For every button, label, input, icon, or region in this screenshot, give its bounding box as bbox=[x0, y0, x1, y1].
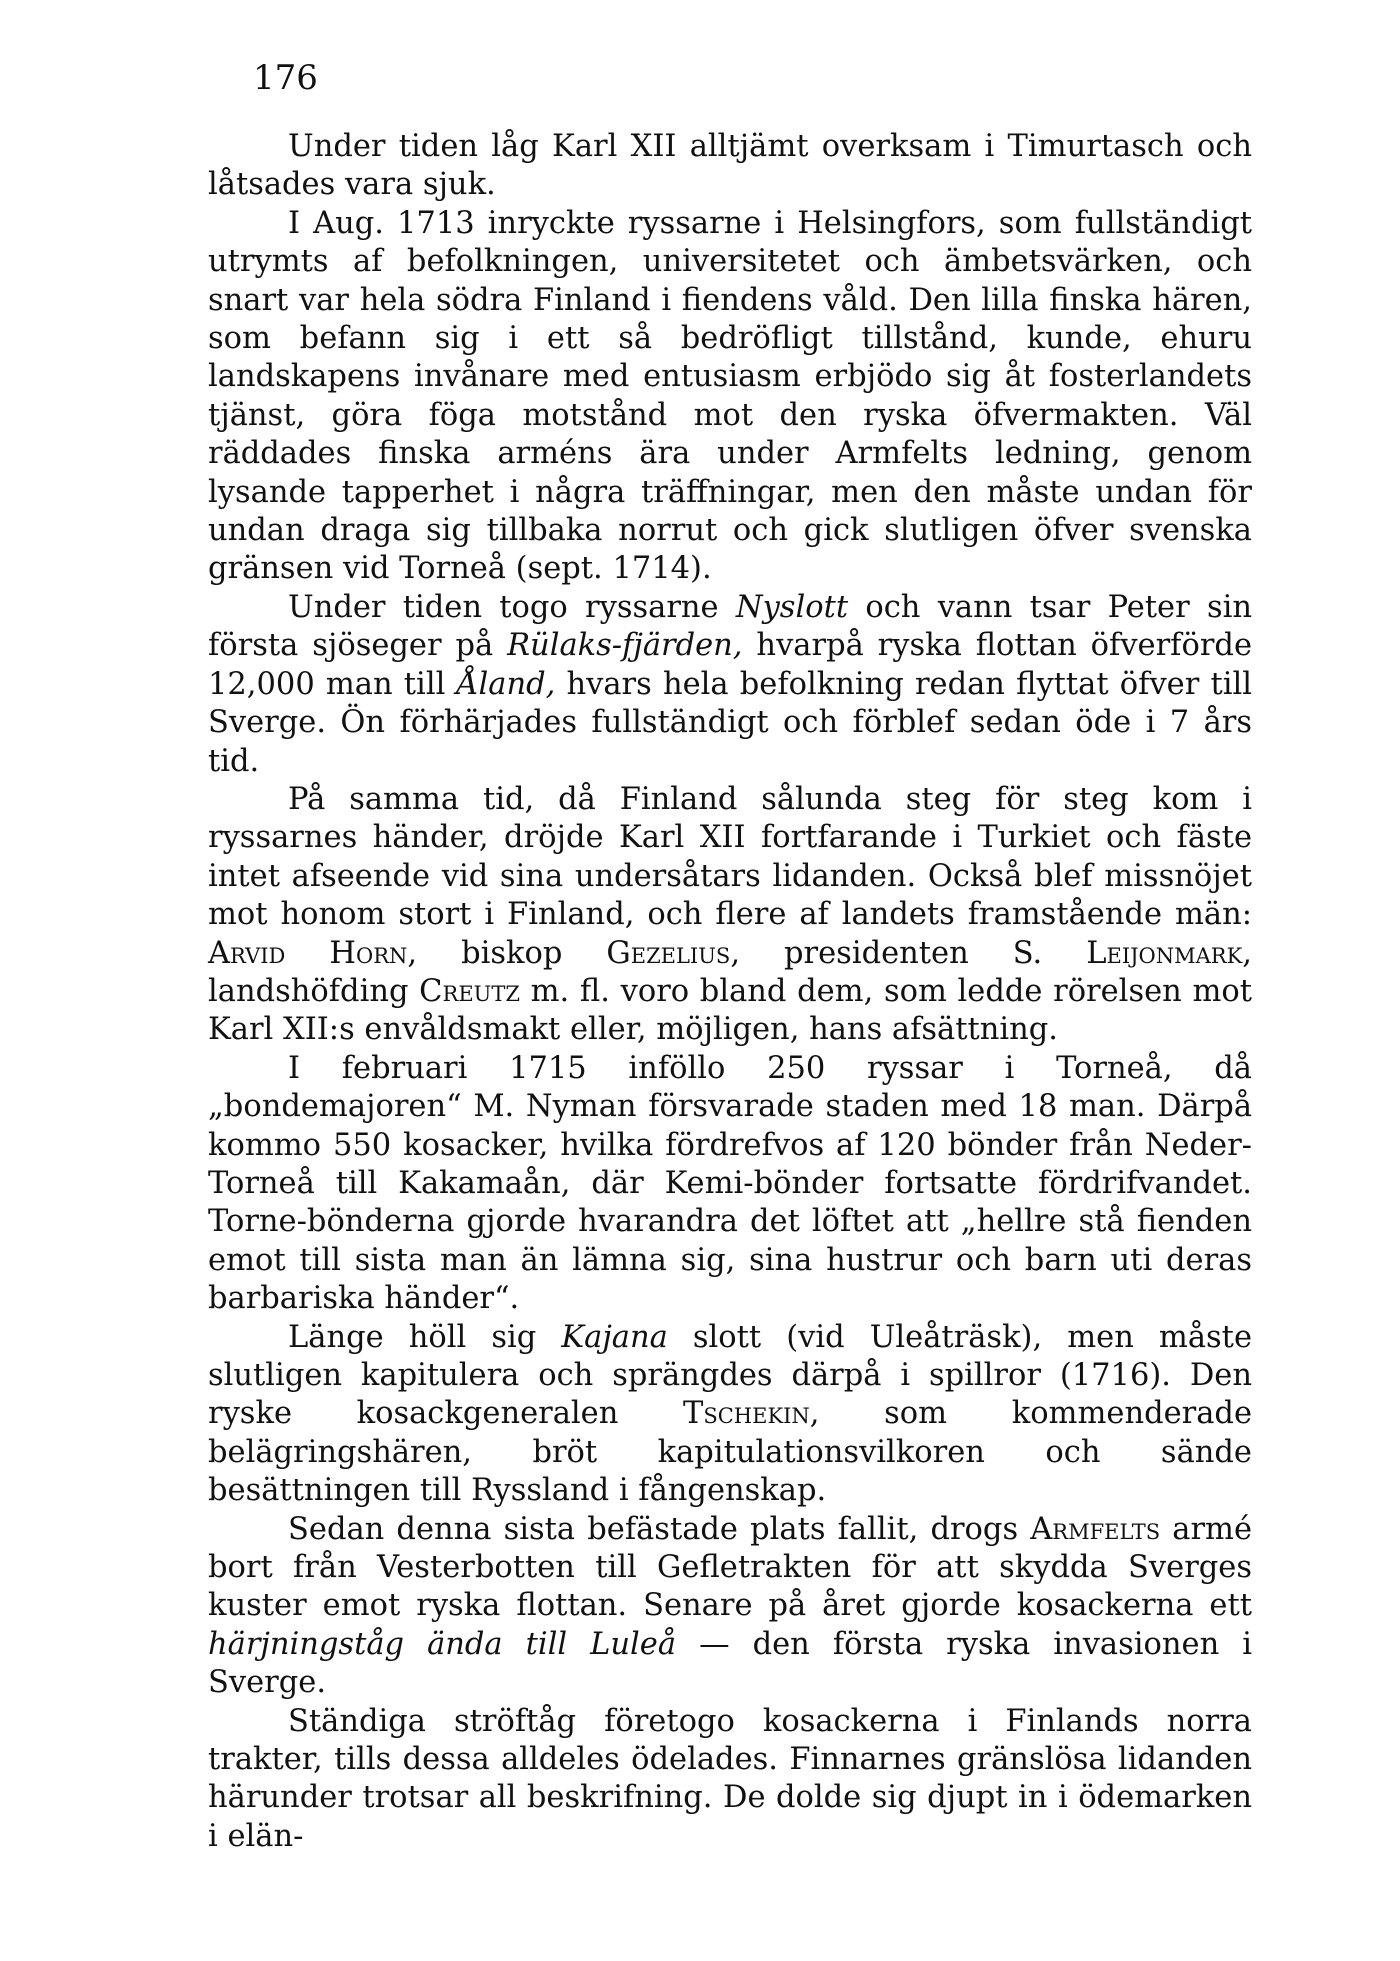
text-run: slott (vid Uleåträsk), men måste slutligen kapitulera och sprängdes därpå i spillror (1716). Den ryske kosackgeneralen bbox=[208, 1319, 1252, 1432]
text-run: m. fl. voro bland dem, som ledde rörelsen mot Karl XII:s envåldsmakt eller, möjligen, hans afsättning. bbox=[208, 973, 1252, 1048]
text-run: och vann tsar Peter sin första sjöseger på bbox=[208, 589, 1252, 664]
emphasis-italic: härjningståg ända till Luleå bbox=[208, 1626, 677, 1662]
place-name-italic: Rülaks-fjärden, bbox=[507, 628, 743, 664]
page-number: 176 bbox=[253, 58, 318, 98]
text-run: Länge höll sig bbox=[288, 1319, 562, 1355]
paragraph bbox=[208, 1703, 1252, 1857]
body-text bbox=[208, 128, 1252, 1856]
text-run: Sedan denna sista befästade plats fallit, drogs bbox=[288, 1511, 1031, 1547]
text-run: I Aug. 1713 inryckte ryssarne i Helsingfors, som fullständigt utrymts af befolkningen, universitetet och ämbetsvärken, och snart var hela södra Finland i fiendens våld. Den lilla finska hären, som befann sig i ett så bedröfligt tillstånd, kunde, ehuru landskapens invånare med entusiasm erbjödo sig åt fosterlandets tjänst, göra föga motstånd mot den ryska öfvermakten. Väl räddades finska arméns ära under Armfelts ledning, genom lysande tapperhet i några träffningar, men den måste undan för undan draga sig tillbaka norrut och gick slutligen öfver svenska gränsen vid Torneå (sept. 1714). bbox=[208, 205, 1252, 587]
paragraph bbox=[208, 589, 1252, 781]
text-run: Under tiden togo ryssarne bbox=[288, 589, 736, 625]
person-name-smallcaps: Gezelius, bbox=[606, 935, 741, 971]
text-run: Under tiden låg Karl XII alltjämt overksam i Timurtasch och låtsades vara sjuk. bbox=[208, 129, 1252, 203]
paragraph bbox=[208, 781, 1252, 1050]
text-run: Ständiga ströftåg företogo kosackerna i Finlands norra trakter, tills dessa alldeles ödelades. Finnarnes gränslösa lidanden härunder trotsar all beskrifning. De dolde sig djupt in i ödemarken i elän- bbox=[208, 1703, 1252, 1854]
place-name-italic: Kajana bbox=[561, 1319, 668, 1355]
text-run: som kommenderade belägringshären, bröt kapitulationsvilkoren och sände besättningen till Ryssland i fångenskap. bbox=[208, 1396, 1253, 1509]
person-name-smallcaps: Creutz bbox=[419, 973, 520, 1009]
text-run: I februari 1715 inföllo 250 ryssar i Torneå, då „bondemajoren“ M. Nyman försvarade staden med 18 man. Därpå kommo 550 kosacker, hvilka fördrefvos af 120 bönder från Neder-Torneå till Kakamaån, där Kemi-bönder fortsatte fördrifvandet. Torne-bönderna gjorde hvarandra det löftet att „hellre stå fienden emot till sista man än lämna sig, sina hustrur och barn uti deras barbariska händer“. bbox=[208, 1050, 1252, 1317]
text-run: hvarpå ryska flottan öfverförde 12,000 man till bbox=[208, 628, 1252, 702]
person-name-smallcaps: Arvid Horn, bbox=[208, 935, 418, 971]
paragraph bbox=[208, 1050, 1252, 1319]
paragraph bbox=[208, 1319, 1252, 1511]
paragraph bbox=[208, 205, 1252, 589]
person-name-smallcaps: Leijonmark, bbox=[1086, 935, 1252, 971]
text-run: — den första ryska invasionen i Sverge. bbox=[208, 1626, 1252, 1701]
paragraph bbox=[208, 128, 1252, 205]
text-run: På samma tid, då Finland sålunda steg för steg kom i ryssarnes händer, dröjde Karl XII fortfarande i Turkiet och fäste intet afseende vid sina undersåtars lidanden. Också blef missnöjet mot honom stort i Finland, och flere af landets framstående män: bbox=[208, 781, 1252, 933]
place-name-italic: Åland, bbox=[456, 666, 556, 702]
paragraph bbox=[208, 1511, 1252, 1703]
text-run: presidenten S. bbox=[740, 935, 1087, 971]
person-name-smallcaps: Armfelts bbox=[1030, 1511, 1161, 1547]
person-name-smallcaps: Tschekin, bbox=[683, 1396, 820, 1432]
text-run: biskop bbox=[417, 935, 607, 971]
text-run: armé bort från Vesterbotten till Gefletrakten för att skydda Sverges kuster emot ryska flottan. Senare på året gjorde kosackerna ett bbox=[208, 1511, 1253, 1624]
text-run: landshöfding bbox=[208, 973, 420, 1009]
place-name-italic: Nyslott bbox=[735, 589, 849, 625]
text-run: hvars hela befolkning redan flyttat öfver till Sverge. Ön förhärjades fullständigt och förblef sedan öde i 7 års tid. bbox=[208, 666, 1252, 779]
